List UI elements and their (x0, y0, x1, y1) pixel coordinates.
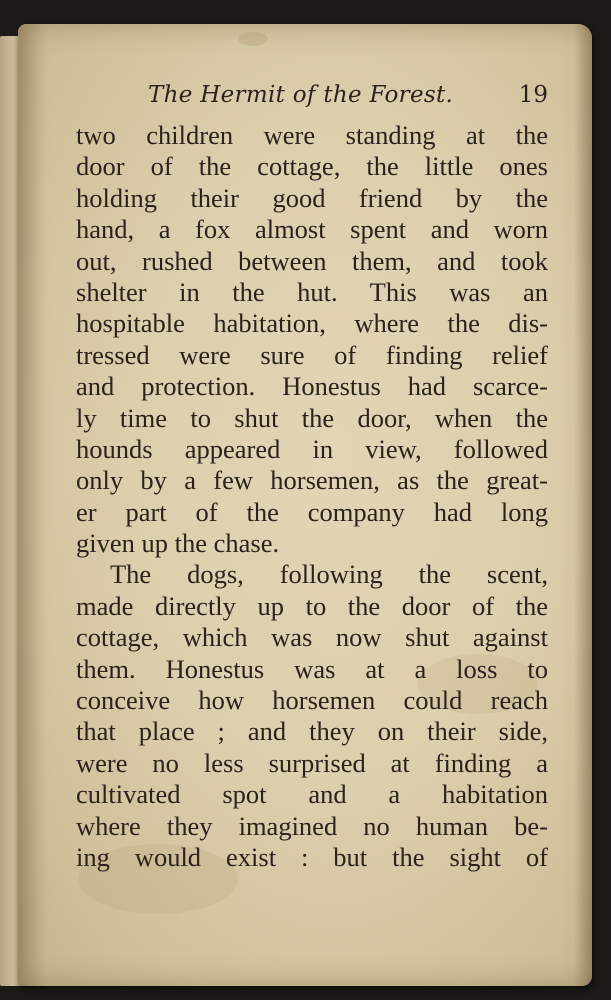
text-line: them. Honestus was at a loss to (76, 653, 548, 684)
text-line: holding their good friend by the (76, 182, 548, 213)
paragraph-end-line: given up the chase. (76, 528, 280, 559)
text-line: conceive how horsemen could reach (76, 685, 548, 716)
page-edge-shadow (574, 24, 592, 986)
text-line: out, rushed between them, and took (76, 245, 548, 276)
text-line: that place ; and they on their side, (76, 716, 548, 747)
text-line: door of the cottage, the little ones (76, 151, 548, 182)
text-line: where they imagined no human be- (76, 810, 548, 841)
text-line: ing would exist : but the sight of (76, 841, 548, 872)
text-line: cultivated spot and a habitation (76, 779, 548, 810)
text-line: and protection. Honestus had scarce- (76, 371, 548, 402)
text-line: only by a few horsemen, as the great- (76, 465, 548, 496)
text-line: ly time to shut the door, when the (76, 402, 548, 433)
running-title: The Hermit of the Forest. (148, 82, 454, 108)
paper-stain (238, 32, 268, 46)
page-number: 19 (518, 82, 548, 108)
text-line: shelter in the hut. This was an (76, 276, 548, 307)
paragraph-start-line: The dogs, following the scent, (110, 559, 548, 590)
text-line: hospitable habitation, where the dis- (76, 308, 548, 339)
text-line: er part of the company had long (76, 496, 548, 527)
text-line: cottage, which was now shut against (76, 622, 548, 653)
text-line: tressed were sure of finding relief (76, 339, 548, 370)
body-text (76, 120, 548, 873)
text-line: were no less surprised at finding a (76, 747, 548, 778)
running-head (148, 82, 548, 116)
text-line: two children were standing at the (76, 120, 548, 150)
text-line: hand, a fox almost spent and worn (76, 214, 548, 245)
text-line: hounds appeared in view, followed (76, 433, 548, 464)
text-line: made directly up to the door of the (76, 590, 548, 621)
book-page (18, 24, 592, 986)
page-gutter-shadow (18, 24, 46, 986)
